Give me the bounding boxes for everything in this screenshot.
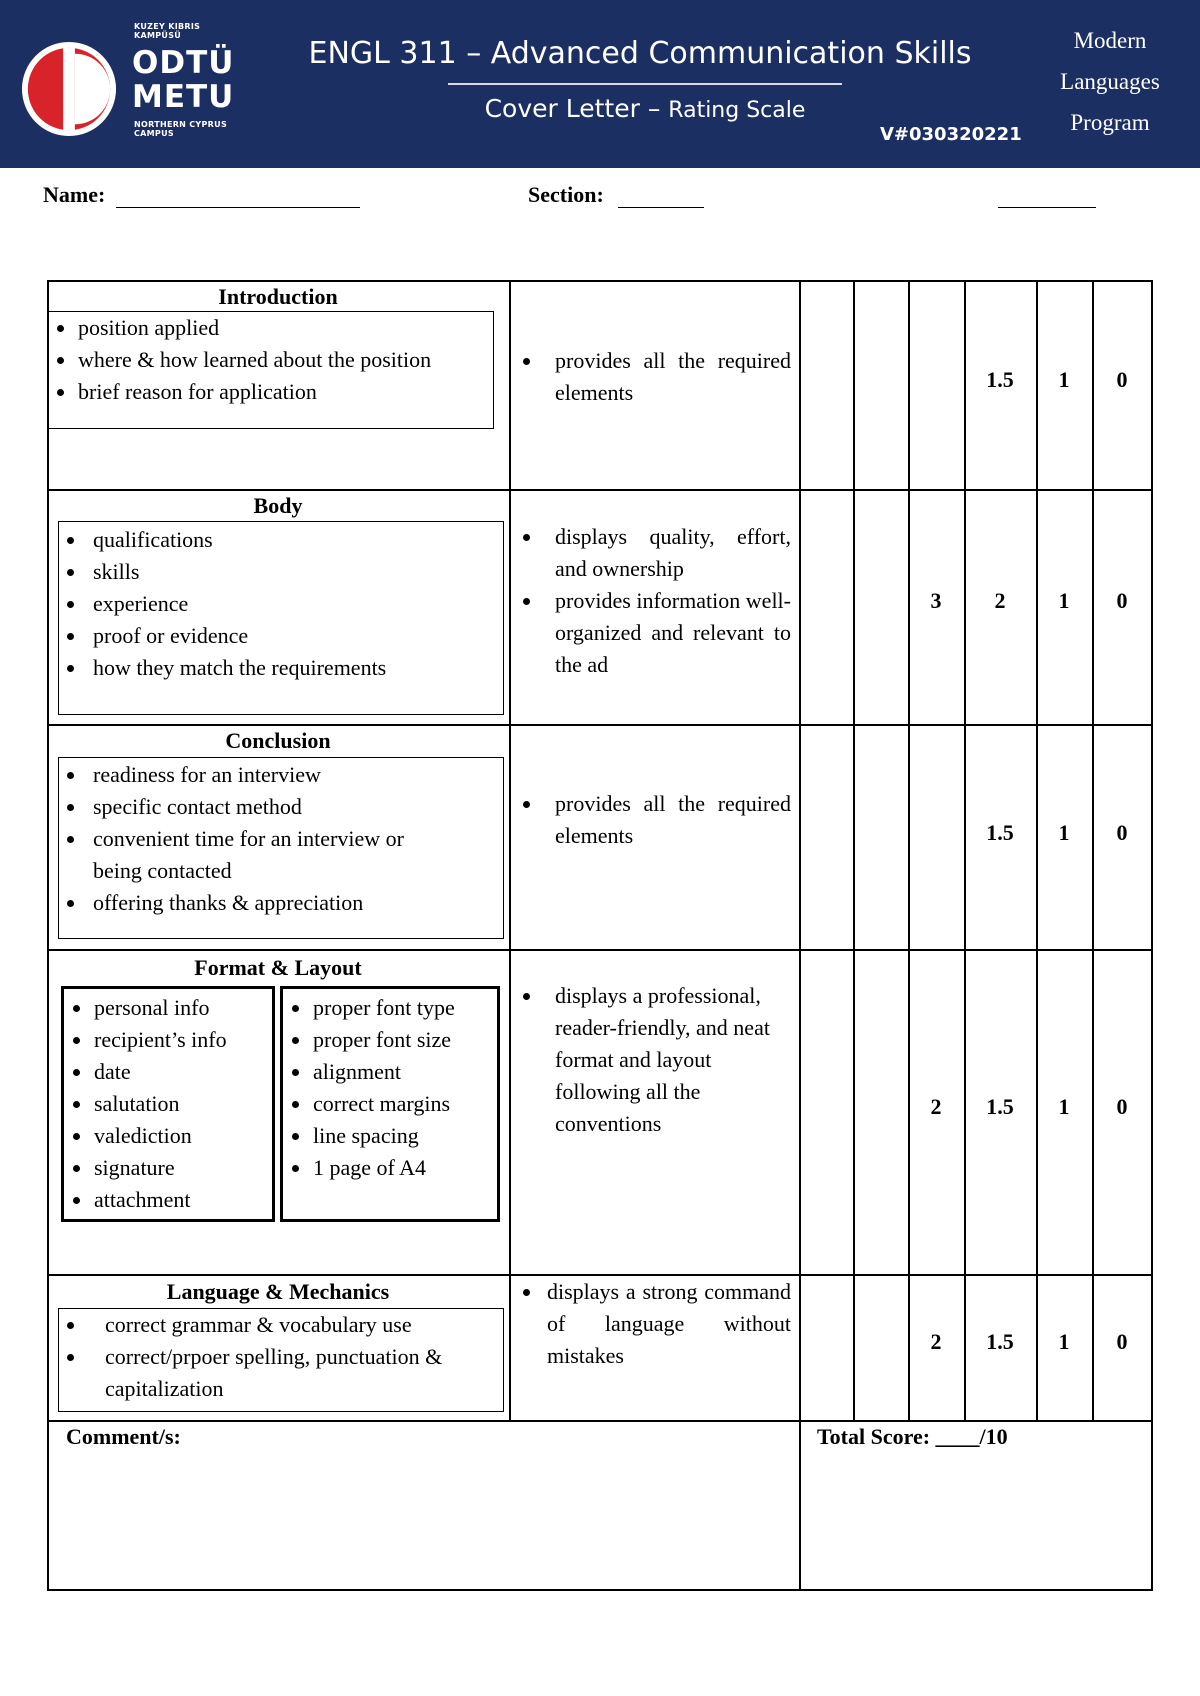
name-label: Name: [43, 182, 106, 207]
section-title: Introduction [218, 284, 338, 309]
program-name [1040, 20, 1180, 143]
table-col-divider [964, 280, 966, 1421]
score-value: 1 [1058, 1094, 1070, 1119]
criteria-box [58, 1308, 504, 1412]
logo-word-odtu: ODTÜ [132, 45, 235, 81]
list-item: correct grammar & vocabulary use [59, 1309, 503, 1341]
table-row-divider [47, 489, 1153, 491]
list-item: 1 page of A4 [283, 1152, 497, 1184]
document-subtitle [450, 94, 840, 123]
score-value: 1.5 [986, 1329, 1014, 1354]
list-item: offering thanks & appreciation [59, 887, 503, 919]
criteria-box [58, 757, 504, 939]
table-row-divider [47, 1420, 1153, 1422]
list-item: recipient’s info [64, 1024, 272, 1056]
descriptor-list [513, 980, 791, 1140]
comments-label: Comment/s: [66, 1424, 181, 1449]
criteria-box-left [61, 986, 275, 1222]
section-label: Section: [528, 182, 604, 207]
list-item: position applied [48, 312, 493, 344]
logo-top-text: KUZEY KIBRIS KAMPÜSÜ [134, 22, 201, 40]
table-col-divider [908, 280, 910, 1421]
section-field[interactable] [618, 207, 704, 208]
table-border-bottom [47, 1589, 1153, 1591]
score-value: 1 [1058, 820, 1070, 845]
descriptor-cell [513, 980, 791, 1140]
descriptor-list [513, 1276, 791, 1372]
criteria-list [59, 524, 503, 684]
criteria-list [48, 312, 493, 408]
list-item: convenient time for an interview or being contacted [59, 823, 503, 887]
score-value: 1 [1058, 588, 1070, 613]
title-divider [448, 83, 842, 85]
score-value: 3 [930, 588, 942, 613]
subtitle-part2: Rating Scale [668, 98, 806, 123]
score-value: 1.5 [986, 367, 1014, 392]
list-item: qualifications [59, 524, 503, 556]
logo-bottom-text: NORTHERN CYPRUS CAMPUS [134, 120, 227, 138]
program-line2: Languages [1060, 69, 1160, 94]
list-item: specific contact method [59, 791, 503, 823]
descriptor-cell [513, 1276, 791, 1372]
list-item: experience [59, 588, 503, 620]
table-col-divider [799, 280, 801, 1591]
list-item: provides all the required elements [513, 345, 791, 409]
list-item: correct/prpoer spelling, punctuation & capitalization [59, 1341, 503, 1405]
score-value: 2 [930, 1094, 942, 1119]
table-col-divider [1092, 280, 1094, 1421]
criteria-box-right [280, 986, 500, 1222]
header-band [0, 0, 1200, 168]
program-line1: Modern [1073, 28, 1147, 53]
program-line3: Program [1070, 110, 1150, 135]
list-item: attachment [64, 1184, 272, 1216]
comments-area[interactable] [49, 1456, 797, 1586]
score-value: 1 [1058, 367, 1070, 392]
descriptor-list [513, 788, 791, 852]
table-border-left [47, 280, 49, 1591]
list-item: displays quality, effort, and ownership [513, 521, 791, 585]
descriptor-cell [513, 788, 791, 852]
criteria-list [283, 992, 497, 1184]
list-item: line spacing [283, 1120, 497, 1152]
criteria-box [47, 311, 494, 429]
list-item: how they match the requirements [59, 652, 503, 684]
list-item: date [64, 1056, 272, 1088]
criteria-list [59, 1309, 503, 1405]
list-item: displays a strong command of language without mistakes [513, 1276, 791, 1372]
score-value: 1 [1058, 1329, 1070, 1354]
score-value: 2 [994, 588, 1006, 613]
descriptor-list [513, 521, 791, 681]
criteria-list [59, 759, 503, 919]
logo-word-metu: METU [132, 79, 235, 115]
list-item: displays a professional, reader-friendly, and neat format and layout following all the conventions [513, 980, 791, 1140]
score-value: 2 [930, 1329, 942, 1354]
table-border-top [47, 280, 1153, 282]
date-field[interactable] [998, 207, 1096, 208]
list-item: proof or evidence [59, 620, 503, 652]
name-field[interactable] [116, 207, 360, 208]
list-item: readiness for an interview [59, 759, 503, 791]
list-item: valediction [64, 1120, 272, 1152]
list-item: alignment [283, 1056, 497, 1088]
total-score-label: Total Score: ____/10 [817, 1424, 1008, 1449]
descriptor-cell [513, 345, 791, 409]
criteria-list [64, 992, 272, 1216]
list-item: correct margins [283, 1088, 497, 1120]
table-col-divider [509, 280, 511, 1421]
descriptor-list [513, 345, 791, 409]
section-title: Conclusion [225, 728, 331, 753]
list-item: proper font size [283, 1024, 497, 1056]
list-item: provides all the required elements [513, 788, 791, 852]
list-item: proper font type [283, 992, 497, 1024]
score-value: 0 [1116, 1094, 1128, 1119]
list-item: skills [59, 556, 503, 588]
score-value: 0 [1116, 1329, 1128, 1354]
list-item: where & how learned about the position [48, 344, 493, 376]
table-col-divider [853, 280, 855, 1421]
table-row-divider [47, 724, 1153, 726]
criteria-box [58, 521, 504, 715]
score-value: 1.5 [986, 1094, 1014, 1119]
score-value: 0 [1116, 367, 1128, 392]
section-title: Format & Layout [194, 955, 362, 980]
course-title: ENGL 311 – Advanced Communication Skills [308, 36, 972, 71]
list-item: signature [64, 1152, 272, 1184]
score-value: 1.5 [986, 820, 1014, 845]
section-title: Language & Mechanics [166, 1279, 390, 1304]
descriptor-cell [513, 521, 791, 681]
version-code: V#030320221 [880, 124, 1022, 145]
table-col-divider [1036, 280, 1038, 1421]
score-value: 0 [1116, 820, 1128, 845]
table-border-right [1151, 280, 1153, 1591]
list-item: provides information well-organized and relevant to the ad [513, 585, 791, 681]
university-logo-icon [20, 40, 118, 138]
subtitle-part1: Cover Letter – [484, 94, 669, 123]
list-item: salutation [64, 1088, 272, 1120]
list-item: personal info [64, 992, 272, 1024]
score-value: 0 [1116, 588, 1128, 613]
table-row-divider [47, 949, 1153, 951]
list-item: brief reason for application [48, 376, 493, 408]
section-title: Body [253, 493, 303, 518]
